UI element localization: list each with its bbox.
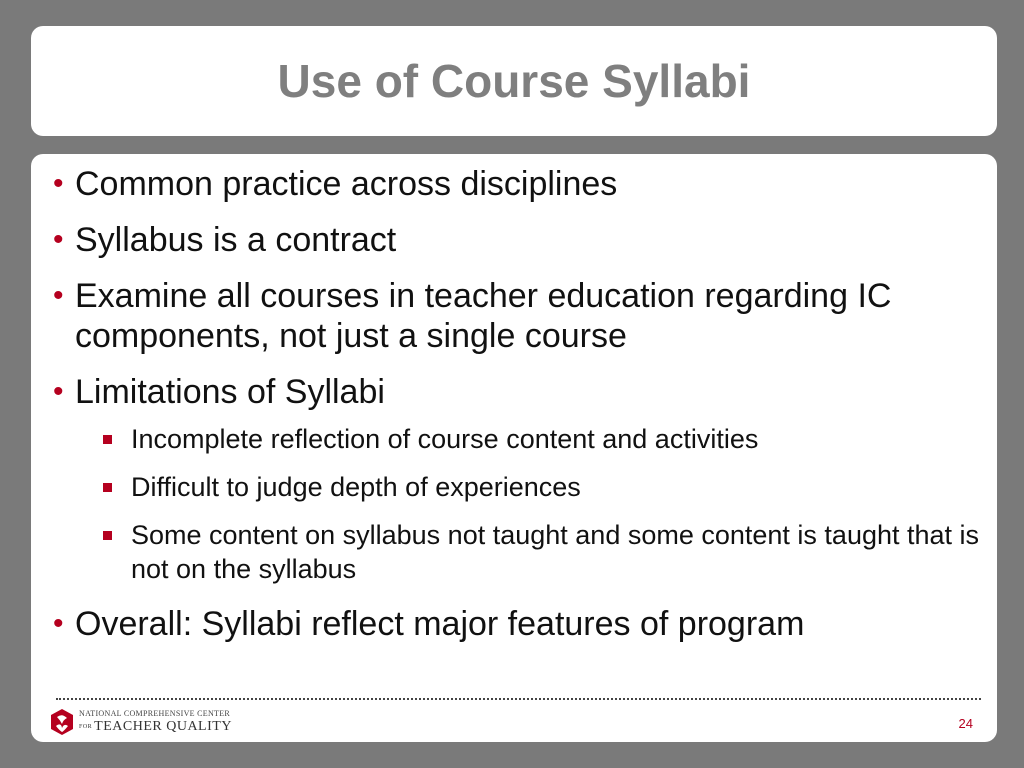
ncctq-logo-icon [49, 708, 75, 736]
logo-text [79, 710, 232, 734]
bullet-item [53, 276, 983, 356]
bullet-item [53, 164, 983, 204]
bullet-text: Overall: Syllabi reflect major features of program [75, 605, 805, 643]
footer-divider [56, 698, 981, 700]
ncctq-logo [49, 706, 232, 738]
square-bullet-icon [103, 483, 112, 492]
bullet-list [53, 164, 983, 660]
page-number: 24 [958, 716, 973, 731]
bullet-dot-icon: • [53, 279, 64, 312]
title-panel [31, 26, 997, 136]
sub-bullet-text: Incomplete reflection of course content and activities [131, 424, 759, 454]
logo-for: FOR [79, 723, 93, 730]
bullet-dot-icon: • [53, 223, 64, 256]
content-panel [31, 154, 997, 742]
bullet-dot-icon: • [53, 607, 64, 640]
bullet-text: Common practice across disciplines [75, 165, 618, 203]
sub-bullet-text: Some content on syllabus not taught and some content is taught that is not on the syllabus [131, 520, 980, 584]
bullet-text: Syllabus is a contract [75, 221, 397, 259]
slide-title: Use of Course Syllabi [277, 55, 751, 107]
bullet-item [53, 372, 983, 412]
square-bullet-icon [103, 531, 112, 540]
bullet-item [53, 604, 983, 644]
bullet-dot-icon: • [53, 375, 64, 408]
sub-bullet-item [53, 422, 983, 456]
sub-bullet-item [53, 518, 983, 586]
bullet-text: Examine all courses in teacher education regarding IC components, not just a single course [75, 277, 892, 355]
logo-line2 [79, 720, 232, 734]
logo-line1: NATIONAL COMPREHENSIVE CENTER [79, 709, 231, 718]
bullet-dot-icon: • [53, 167, 64, 200]
logo-main: TEACHER QUALITY [94, 719, 232, 734]
sub-bullet-text: Difficult to judge depth of experiences [131, 472, 581, 502]
square-bullet-icon [103, 435, 112, 444]
bullet-text: Limitations of Syllabi [75, 373, 385, 411]
sub-bullet-item [53, 470, 983, 504]
bullet-item [53, 220, 983, 260]
